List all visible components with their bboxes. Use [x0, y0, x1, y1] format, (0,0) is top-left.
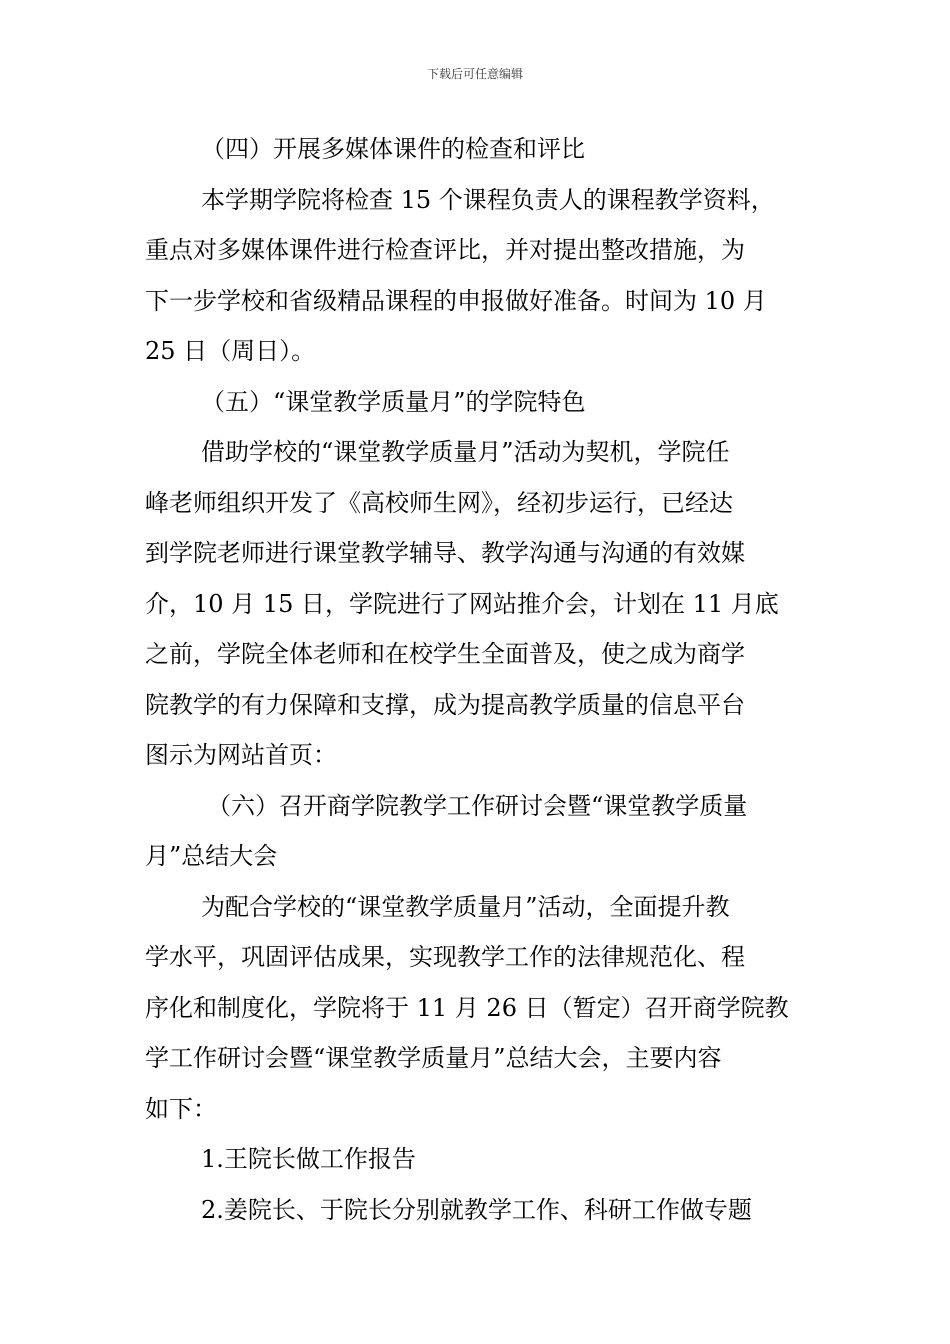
paragraph-line: 图示为网站首页：	[145, 741, 337, 769]
paragraph-line: 25 日（周日）。	[145, 337, 316, 365]
list-item-2: 2.姜院长、于院长分别就教学工作、科研工作做专题	[201, 1195, 752, 1224]
paragraph-line: 峰老师组织开发了《高校师生网》，经初步运行，已经达	[145, 488, 733, 517]
paragraph-line: 借助学校的“课堂教学质量月”活动为契机，学院任	[201, 438, 730, 466]
list-item-1: 1.王院长做工作报告	[201, 1145, 416, 1173]
page-header-note: 下载后可任意编辑	[426, 67, 523, 81]
paragraph-line: 下一步学校和省级精品课程的申报做好准备。时间为 10 月	[145, 286, 767, 315]
section-heading-4: （四）开展多媒体课件的检查和评比	[201, 135, 585, 163]
paragraph-line: 序化和制度化，学院将于 11 月 26 日（暂定）召开商学院教	[145, 993, 789, 1022]
paragraph-line: 重点对多媒体课件进行检查评比，并对提出整改措施，为	[145, 236, 745, 264]
paragraph-line: 到学院老师进行课堂教学辅导、教学沟通与沟通的有效媒	[145, 539, 745, 567]
paragraph-line: 学水平，巩固评估成果，实现教学工作的法律规范化、程	[145, 943, 745, 971]
paragraph-line: 介，10 月 15 日，学院进行了网站推介会，计划在 11 月底	[145, 589, 779, 618]
paragraph-line: 学工作研讨会暨“课堂教学质量月”总结大会，主要内容	[145, 1044, 722, 1072]
section-heading-6-cont: 月”总结大会	[145, 842, 278, 870]
paragraph-line: 之前，学院全体老师和在校学生全面普及，使之成为商学	[145, 640, 745, 668]
section-heading-5: （五）“课堂教学质量月”的学院特色	[201, 387, 586, 416]
paragraph-line: 院教学的有力保障和支撑，成为提高教学质量的信息平台	[145, 690, 745, 719]
paragraph-line: 为配合学校的“课堂教学质量月”活动，全面提升教	[201, 892, 730, 921]
document-body	[145, 124, 810, 1235]
paragraph-line: 如下：	[145, 1094, 217, 1123]
paragraph-line: 本学期学院将检查 15 个课程负责人的课程教学资料，	[201, 185, 775, 214]
section-heading-6: （六）召开商学院教学工作研讨会暨“课堂教学质量	[207, 791, 748, 820]
